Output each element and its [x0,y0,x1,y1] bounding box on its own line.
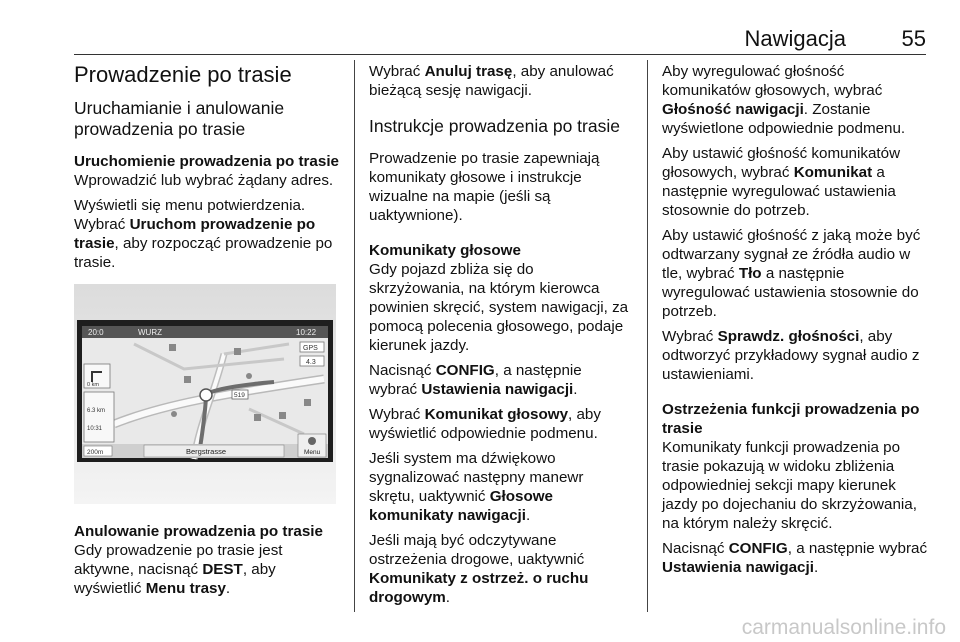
paragraph: Wyświetli się menu potwierdzenia. Wybrać Uruchom prowadzenie po trasie, aby rozpocząć prowadzenie po trasie. [74,197,333,271]
paragraph: Gdy pojazd zbliża się do skrzyżowania, na którym kierowca powinien skręcić, system nawigacji, za pomocą polecenia głosowego, podaje kierunek jazdy. [369,261,629,354]
route-sign: 519 [234,392,245,399]
zoom-level: 200m [87,449,104,456]
section-title: Nawigacja [744,26,846,51]
heading-ostrzezenia: Ostrzeżenia funkcji prowadzenia po trasie [662,401,920,437]
header-rule [74,54,926,55]
paragraph: Prowadzenie po trasie zapewniają komunikaty głosowe i instrukcje wizualne na mapie (jeśli są uaktywnione). [369,150,600,224]
heading-anulowanie: Anulowanie prowadzenia po trasie [74,523,323,540]
paragraph: Nacisnąć CONFIG, a następnie wybrać Ustawienia nawigacji. [662,540,928,576]
column-divider [647,60,648,612]
paragraph: Aby ustawić głośność komunikatów głosowych, wybrać Komunikat a następnie wyregulować ustawienia stosownie do potrzeb. [662,145,901,219]
nav-screen-figure [74,284,336,504]
paragraph: Gdy prowadzenie po trasie jest aktywne, nacisnąć DEST, aby wyświetlić Menu trasy. [74,542,283,597]
screen-road: WURZ [138,328,162,337]
paragraph: Aby ustawić głośność z jaką może być odtwarzany sygnał ze źródła audio w tle, wybrać Tło a następnie wyregulować ustawienia stosownie do potrzeb. [662,227,921,320]
heading-uruchomienie: Uruchomienie prowadzenia po trasie [74,153,339,170]
trip-distance: 6.3 km [87,408,106,414]
page-number: 55 [901,26,926,51]
heading-prowadzenie: Prowadzenie po trasie [74,62,292,87]
screen-clock: 10:22 [296,328,317,337]
paragraph: Wybrać Anuluj trasę, aby anulować bieżącą sesję nawigacji. [369,63,614,99]
gps-indicator: GPS [303,345,318,352]
eta: 10:31 [87,426,103,432]
paragraph: Aby wyregulować głośność komunikatów głosowych, wybrać Głośność nawigacji. Zostanie wyświetlone odpowiednie podmenu. [662,63,906,137]
watermark: carmanualsonline.info [741,616,946,639]
heading-uruchamianie: Uruchamianie i anulowanie prowadzenia po trasie [74,98,285,139]
paragraph: Jeśli system ma dźwiękowo sygnalizować następny manewr skrętu, uaktywnić Głosowe komunikaty nawigacji. [369,450,584,524]
menu-button[interactable]: Menu [304,449,321,456]
paragraph: Wprowadzić lub wybrać żądany adres. [74,172,334,189]
heading-instrukcje: Instrukcje prowadzenia po trasie [369,116,620,136]
paragraph: Nacisnąć CONFIG, a następnie wybrać Ustawienia nawigacji. [369,362,582,398]
scale-value: 4.3 [306,359,316,366]
page-header [74,26,926,50]
street-name: Bergstrasse [186,447,227,456]
paragraph: Komunikaty funkcji prowadzenia po trasie pokazują w widoku zbliżenia odpowiedniej sekcji mapy kierunek jazdy po dojechaniu do skrzyżowania, na którym należy skręcić. [662,439,917,532]
paragraph: Jeśli mają być odczytywane ostrzeżenia drogowe, uaktywnić Komunikaty z ostrzeż. o ruchu drogowym. [369,532,589,606]
screen-time: 20:0 [88,328,104,337]
turn-distance: 0 km [87,382,99,388]
paragraph: Wybrać Komunikat głosowy, aby wyświetlić odpowiednie podmenu. [369,406,601,442]
column-1 [74,62,344,604]
column-3 [662,62,932,583]
paragraph: Wybrać Sprawdz. głośności, aby odtworzyć przykładowy sygnał audio z ustawieniami. [662,328,920,383]
column-divider [354,60,355,612]
nav-screen-image [74,284,336,504]
heading-komunikaty: Komunikaty głosowe [369,242,521,259]
column-2 [369,62,633,613]
